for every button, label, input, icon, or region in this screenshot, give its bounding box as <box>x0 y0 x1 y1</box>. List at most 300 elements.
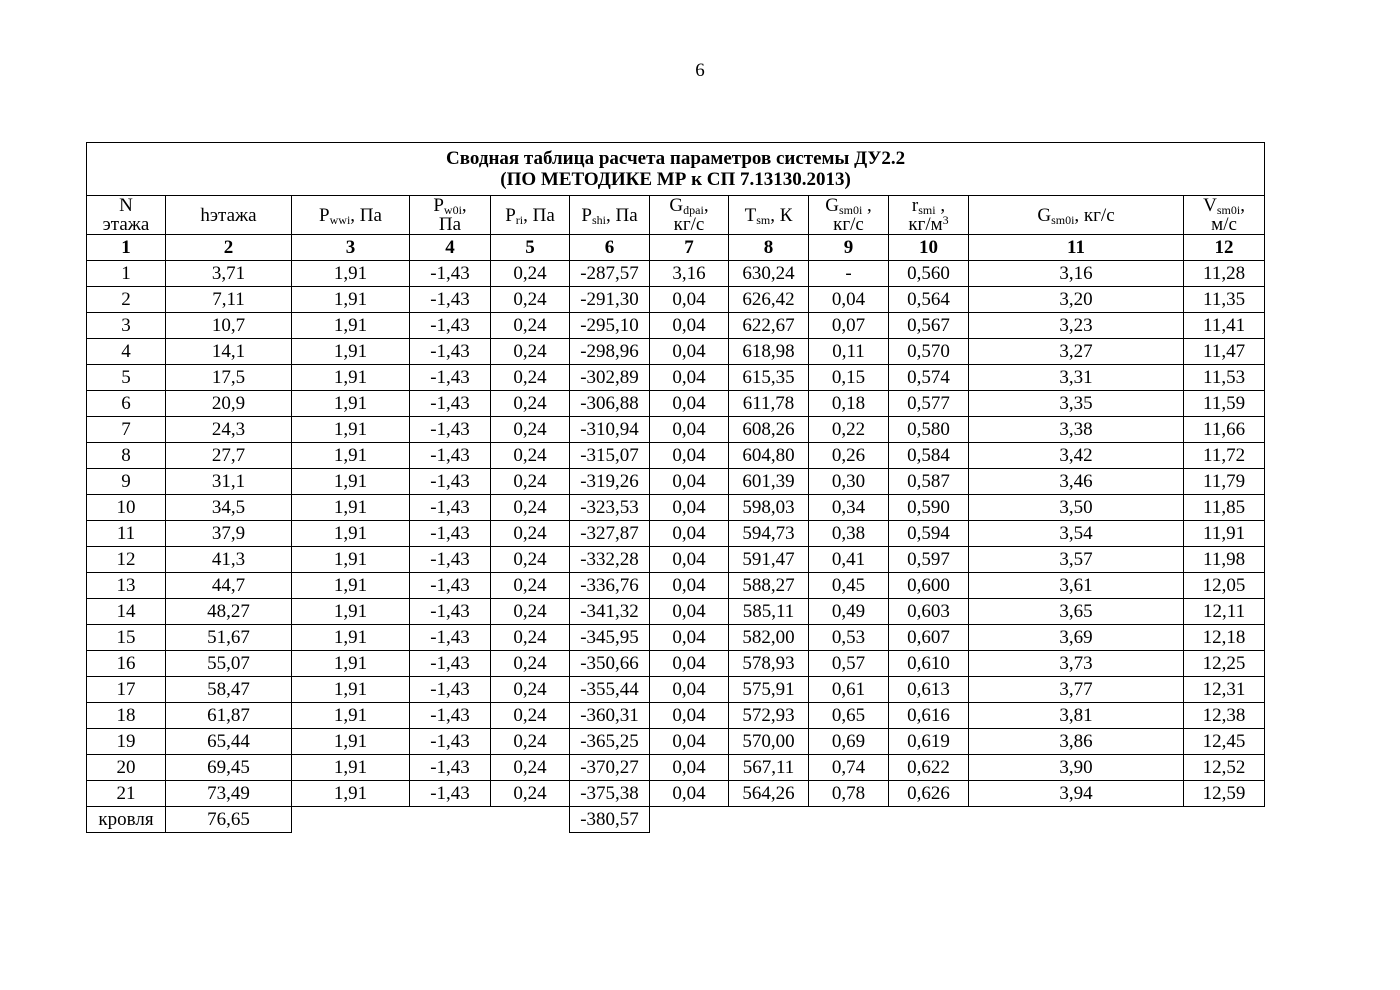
header-cell <box>292 196 410 235</box>
table-cell: 1,91 <box>292 625 410 651</box>
header-unit: , <box>461 195 467 216</box>
table-cell: 0,24 <box>491 677 570 703</box>
table-cell: -350,66 <box>570 651 650 677</box>
table-row <box>87 729 1265 755</box>
table-cell: 3,69 <box>969 625 1184 651</box>
table-cell: 10 <box>87 495 166 521</box>
table-cell: 65,44 <box>166 729 292 755</box>
header-line <box>650 196 728 215</box>
table-cell: 11,28 <box>1184 261 1265 287</box>
table-cell: 578,93 <box>729 651 809 677</box>
table-cell: 1,91 <box>292 703 410 729</box>
header-line <box>969 206 1183 225</box>
table-cell: 0,587 <box>889 469 969 495</box>
table-cell: 16 <box>87 651 166 677</box>
table-cell: -1,43 <box>410 261 491 287</box>
header-line <box>729 206 808 225</box>
table-cell: 608,26 <box>729 417 809 443</box>
table-cell: 11,47 <box>1184 339 1265 365</box>
header-line <box>809 215 888 234</box>
empty-cell <box>292 807 570 833</box>
table-cell: 0,04 <box>650 547 729 573</box>
table-cell: 575,91 <box>729 677 809 703</box>
table-cell: 570,00 <box>729 729 809 755</box>
table-cell: 58,47 <box>166 677 292 703</box>
table-cell: 0,74 <box>809 755 889 781</box>
table-cell: 1,91 <box>292 417 410 443</box>
table-cell: 0,24 <box>491 521 570 547</box>
column-number: 6 <box>570 235 650 261</box>
table-row <box>87 651 1265 677</box>
header-line <box>410 215 490 234</box>
table-cell: 0,04 <box>650 287 729 313</box>
table-cell: 1,91 <box>292 313 410 339</box>
table-cell: 12,45 <box>1184 729 1265 755</box>
column-number: 7 <box>650 235 729 261</box>
table-row <box>87 781 1265 807</box>
table-cell: 51,67 <box>166 625 292 651</box>
table-cell: -1,43 <box>410 495 491 521</box>
header-symbol: P <box>505 204 516 226</box>
table-cell: 0,24 <box>491 417 570 443</box>
table-cell: 5 <box>87 365 166 391</box>
table-cell: 14,1 <box>166 339 292 365</box>
table-cell: -1,43 <box>410 677 491 703</box>
header-line <box>809 196 888 215</box>
table-cell: 615,35 <box>729 365 809 391</box>
table-cell: 3,20 <box>969 287 1184 313</box>
header-line <box>87 196 165 215</box>
table-cell: 12,52 <box>1184 755 1265 781</box>
table-cell: 12,11 <box>1184 599 1265 625</box>
table-cell: 48,27 <box>166 599 292 625</box>
table-cell: 0,24 <box>491 443 570 469</box>
header-subscript: sm0i <box>838 203 863 217</box>
table-cell: -291,30 <box>570 287 650 313</box>
table-cell: -332,28 <box>570 547 650 573</box>
table-cell: -302,89 <box>570 365 650 391</box>
table-cell: -298,96 <box>570 339 650 365</box>
table-cell: 11,72 <box>1184 443 1265 469</box>
table-cell: 21 <box>87 781 166 807</box>
table-cell: -375,38 <box>570 781 650 807</box>
table-row <box>87 469 1265 495</box>
table-row <box>87 547 1265 573</box>
table-cell: 0,11 <box>809 339 889 365</box>
header-cell <box>87 196 166 235</box>
table-cell: -1,43 <box>410 365 491 391</box>
table-cell: -1,43 <box>410 391 491 417</box>
table-cell: 0,619 <box>889 729 969 755</box>
table-cell: 585,11 <box>729 599 809 625</box>
table-cell: 630,24 <box>729 261 809 287</box>
column-number: 5 <box>491 235 570 261</box>
header-line <box>292 206 409 225</box>
table-cell: -345,95 <box>570 625 650 651</box>
table-cell: 11,85 <box>1184 495 1265 521</box>
header-symbol: T <box>744 204 757 226</box>
header-line <box>410 196 490 215</box>
header-unit: , <box>703 195 709 216</box>
header-unit: , <box>862 195 872 216</box>
table-cell: 0,24 <box>491 625 570 651</box>
table-row <box>87 313 1265 339</box>
table-cell: 0,22 <box>809 417 889 443</box>
table-cell: 567,11 <box>729 755 809 781</box>
table-cell: -323,53 <box>570 495 650 521</box>
table-cell: 0,24 <box>491 781 570 807</box>
table-cell: -1,43 <box>410 781 491 807</box>
table-cell: 3,46 <box>969 469 1184 495</box>
table-cell: 0,616 <box>889 703 969 729</box>
empty-cell <box>650 807 1265 833</box>
table-cell: -336,76 <box>570 573 650 599</box>
table-cell: 598,03 <box>729 495 809 521</box>
table-cell: 0,04 <box>650 625 729 651</box>
header-symbol: P <box>433 195 444 216</box>
table-cell: 0,610 <box>889 651 969 677</box>
header-line <box>1184 196 1264 215</box>
header-cell <box>570 196 650 235</box>
header-line <box>87 215 165 234</box>
table-row <box>87 755 1265 781</box>
header-unit: , кг/с <box>1074 204 1115 226</box>
table-row <box>87 703 1265 729</box>
header-subscript: shi <box>591 212 606 227</box>
table-cell: 20 <box>87 755 166 781</box>
table-cell: -310,94 <box>570 417 650 443</box>
table-cell: 55,07 <box>166 651 292 677</box>
table-cell: 11,66 <box>1184 417 1265 443</box>
table-cell: -365,25 <box>570 729 650 755</box>
header-unit: Па <box>438 214 462 235</box>
table-row <box>87 339 1265 365</box>
table-cell: 31,1 <box>166 469 292 495</box>
table-cell: -1,43 <box>410 313 491 339</box>
table-cell: 0,04 <box>650 339 729 365</box>
table-title-row <box>87 143 1265 196</box>
header-unit: , К <box>770 204 793 226</box>
table-cell: 0,07 <box>809 313 889 339</box>
table-cell: -370,27 <box>570 755 650 781</box>
column-number: 9 <box>809 235 889 261</box>
table-cell: 18 <box>87 703 166 729</box>
table-cell: 0,04 <box>650 573 729 599</box>
table-cell: 0,24 <box>491 599 570 625</box>
table-cell: 11,35 <box>1184 287 1265 313</box>
header-unit: кг/с <box>833 214 864 235</box>
table-cell: 24,3 <box>166 417 292 443</box>
header-cell <box>1184 196 1265 235</box>
table-cell: 0,04 <box>650 677 729 703</box>
table-cell: -355,44 <box>570 677 650 703</box>
header-symbol: hэтажа <box>200 204 257 226</box>
header-unit: м/с <box>1211 214 1237 235</box>
table-cell: 0,49 <box>809 599 889 625</box>
table-cell: 3,35 <box>969 391 1184 417</box>
table-cell: 1,91 <box>292 547 410 573</box>
table-cell: 20,9 <box>166 391 292 417</box>
table-cell: 0,04 <box>650 703 729 729</box>
table-cell: 0,24 <box>491 547 570 573</box>
table-cell: 0,15 <box>809 365 889 391</box>
header-line <box>166 206 291 225</box>
header-cell <box>166 196 292 235</box>
table-cell: 1,91 <box>292 573 410 599</box>
table-cell: 1,91 <box>292 521 410 547</box>
table-cell: 0,69 <box>809 729 889 755</box>
table-cell: 622,67 <box>729 313 809 339</box>
table-cell: 7 <box>87 417 166 443</box>
table-cell: 0,603 <box>889 599 969 625</box>
header-symbol: G <box>669 195 684 216</box>
table-cell: -1,43 <box>410 417 491 443</box>
table-cell: 1,91 <box>292 339 410 365</box>
table-cell: 0,560 <box>889 261 969 287</box>
column-number: 2 <box>166 235 292 261</box>
header-cell <box>729 196 809 235</box>
table-cell: 3,31 <box>969 365 1184 391</box>
table-cell: 564,26 <box>729 781 809 807</box>
table-cell: -1,43 <box>410 443 491 469</box>
table-cell: -341,32 <box>570 599 650 625</box>
table-cell: 1,91 <box>292 755 410 781</box>
table-cell: 0,65 <box>809 703 889 729</box>
table-cell: 3,73 <box>969 651 1184 677</box>
header-line <box>570 206 649 225</box>
table-cell: 0,24 <box>491 313 570 339</box>
table-cell: -1,43 <box>410 469 491 495</box>
roof-row <box>87 807 1265 833</box>
header-symbol: P <box>581 204 592 226</box>
table-cell: 61,87 <box>166 703 292 729</box>
table-cell: 69,45 <box>166 755 292 781</box>
table-cell: 1 <box>87 261 166 287</box>
table-cell: 12,59 <box>1184 781 1265 807</box>
header-cell <box>969 196 1184 235</box>
table-cell: 626,42 <box>729 287 809 313</box>
table-cell: 0,577 <box>889 391 969 417</box>
table-cell: -1,43 <box>410 703 491 729</box>
table-row <box>87 365 1265 391</box>
table-cell: -360,31 <box>570 703 650 729</box>
table-cell: 3,38 <box>969 417 1184 443</box>
table-cell: 0,04 <box>650 443 729 469</box>
roof-label: кровля <box>87 807 166 833</box>
header-cell <box>410 196 491 235</box>
table-cell: 3,16 <box>969 261 1184 287</box>
table-cell: 1,91 <box>292 729 410 755</box>
header-subscript: sm <box>756 212 771 227</box>
header-unit: , Па <box>605 204 638 226</box>
table-cell: 601,39 <box>729 469 809 495</box>
table-cell: 12,25 <box>1184 651 1265 677</box>
header-unit: кг/с <box>673 214 705 235</box>
table-cell: 3,57 <box>969 547 1184 573</box>
header-line <box>889 196 968 215</box>
table-cell: 0,24 <box>491 755 570 781</box>
table-cell: 14 <box>87 599 166 625</box>
table-row <box>87 495 1265 521</box>
table-cell: 3,54 <box>969 521 1184 547</box>
table-cell: -1,43 <box>410 573 491 599</box>
table-cell: 0,24 <box>491 703 570 729</box>
table-cell: 1,91 <box>292 495 410 521</box>
table-cell: 1,91 <box>292 365 410 391</box>
header-subscript: ri <box>515 212 524 227</box>
table-cell: 588,27 <box>729 573 809 599</box>
table-cell: -1,43 <box>410 755 491 781</box>
table-cell: 3,86 <box>969 729 1184 755</box>
table-cell: -1,43 <box>410 599 491 625</box>
table-cell: 0,04 <box>650 781 729 807</box>
table-cell: 0,41 <box>809 547 889 573</box>
table-cell: 3,50 <box>969 495 1184 521</box>
table-cell: 12,05 <box>1184 573 1265 599</box>
header-unit: , <box>935 195 946 216</box>
header-unit: , <box>1240 195 1245 216</box>
table-cell: 0,24 <box>491 573 570 599</box>
table-cell: -1,43 <box>410 625 491 651</box>
table-cell: -319,26 <box>570 469 650 495</box>
table-cell: 0,574 <box>889 365 969 391</box>
table-cell: 17 <box>87 677 166 703</box>
header-line <box>650 215 728 234</box>
table-row <box>87 521 1265 547</box>
header-symbol: N <box>119 195 133 216</box>
column-number: 12 <box>1184 235 1265 261</box>
table-cell: -306,88 <box>570 391 650 417</box>
table-cell: 0,04 <box>650 755 729 781</box>
table-cell: - <box>809 261 889 287</box>
table-row <box>87 625 1265 651</box>
table-cell: 0,04 <box>650 729 729 755</box>
table-cell: 0,613 <box>889 677 969 703</box>
table-cell: 591,47 <box>729 547 809 573</box>
header-unit: этажа <box>102 214 150 235</box>
table-cell: 44,7 <box>166 573 292 599</box>
table-cell: 0,18 <box>809 391 889 417</box>
table-cell: 3,77 <box>969 677 1184 703</box>
table-cell: 17,5 <box>166 365 292 391</box>
table-cell: 0,24 <box>491 469 570 495</box>
table-cell: 11,41 <box>1184 313 1265 339</box>
table-cell: 11 <box>87 521 166 547</box>
table-cell: 0,24 <box>491 287 570 313</box>
table-row <box>87 287 1265 313</box>
header-symbol: G <box>825 195 839 216</box>
table-cell: 8 <box>87 443 166 469</box>
table-cell: 11,98 <box>1184 547 1265 573</box>
table-row <box>87 261 1265 287</box>
table-header-row <box>87 196 1265 235</box>
table-cell: 604,80 <box>729 443 809 469</box>
column-number: 1 <box>87 235 166 261</box>
table-cell: 0,24 <box>491 365 570 391</box>
table-cell: 0,590 <box>889 495 969 521</box>
table-cell: 1,91 <box>292 469 410 495</box>
table-cell: 0,53 <box>809 625 889 651</box>
table-cell: 3 <box>87 313 166 339</box>
table-cell: 594,73 <box>729 521 809 547</box>
table-cell: 1,91 <box>292 651 410 677</box>
page-number: 6 <box>695 60 705 81</box>
table-cell: 12,38 <box>1184 703 1265 729</box>
table-cell: 1,91 <box>292 781 410 807</box>
header-unit: , Па <box>523 204 555 226</box>
table-cell: 9 <box>87 469 166 495</box>
table-row <box>87 391 1265 417</box>
header-symbol: r <box>911 195 919 216</box>
table-cell: 3,16 <box>650 261 729 287</box>
column-number: 11 <box>969 235 1184 261</box>
header-line <box>889 215 968 234</box>
table-cell: 0,26 <box>809 443 889 469</box>
table-cell: -315,07 <box>570 443 650 469</box>
table-cell: 0,24 <box>491 391 570 417</box>
header-line <box>491 206 569 225</box>
table-row <box>87 677 1265 703</box>
table-cell: 19 <box>87 729 166 755</box>
table-row <box>87 417 1265 443</box>
table-cell: 0,38 <box>809 521 889 547</box>
header-subscript: wwi <box>329 212 351 227</box>
table-title-line1: Сводная таблица расчета параметров системы ДУ2.2 <box>446 148 906 169</box>
column-number-row <box>87 235 1265 261</box>
table-cell: 11,79 <box>1184 469 1265 495</box>
header-subscript: w0i <box>443 203 462 217</box>
table-cell: 2 <box>87 287 166 313</box>
table-cell: 0,24 <box>491 261 570 287</box>
table-cell: 572,93 <box>729 703 809 729</box>
header-symbol: V <box>1203 195 1217 216</box>
table-cell: 1,91 <box>292 599 410 625</box>
table-cell: 6 <box>87 391 166 417</box>
table-cell: 0,04 <box>650 521 729 547</box>
table-cell: 73,49 <box>166 781 292 807</box>
header-line <box>1184 215 1264 234</box>
table-cell: 1,91 <box>292 261 410 287</box>
table-cell: 0,04 <box>809 287 889 313</box>
header-cell <box>491 196 570 235</box>
table-cell: 0,57 <box>809 651 889 677</box>
column-number: 3 <box>292 235 410 261</box>
table-cell: 1,91 <box>292 287 410 313</box>
table-cell: -1,43 <box>410 651 491 677</box>
table-title-line2: (ПО МЕТОДИКЕ МР к СП 7.13130.2013) <box>500 169 851 190</box>
header-subscript: sm0i <box>1216 203 1241 217</box>
table-cell: -1,43 <box>410 547 491 573</box>
table-cell: -1,43 <box>410 729 491 755</box>
table-cell: 37,9 <box>166 521 292 547</box>
header-superscript: 3 <box>942 213 949 227</box>
table-cell: 11,53 <box>1184 365 1265 391</box>
table-cell: 1,91 <box>292 443 410 469</box>
table-cell: 0,30 <box>809 469 889 495</box>
table-cell: -327,87 <box>570 521 650 547</box>
table-cell: 0,622 <box>889 755 969 781</box>
table-cell: 3,27 <box>969 339 1184 365</box>
roof-pshi: -380,57 <box>570 807 650 833</box>
table-cell: 0,626 <box>889 781 969 807</box>
table-cell: 12,31 <box>1184 677 1265 703</box>
column-number: 8 <box>729 235 809 261</box>
table-cell: 3,42 <box>969 443 1184 469</box>
header-unit: кг/м <box>908 214 943 235</box>
table-cell: 7,11 <box>166 287 292 313</box>
table-cell: 10,7 <box>166 313 292 339</box>
table-cell: 0,04 <box>650 469 729 495</box>
